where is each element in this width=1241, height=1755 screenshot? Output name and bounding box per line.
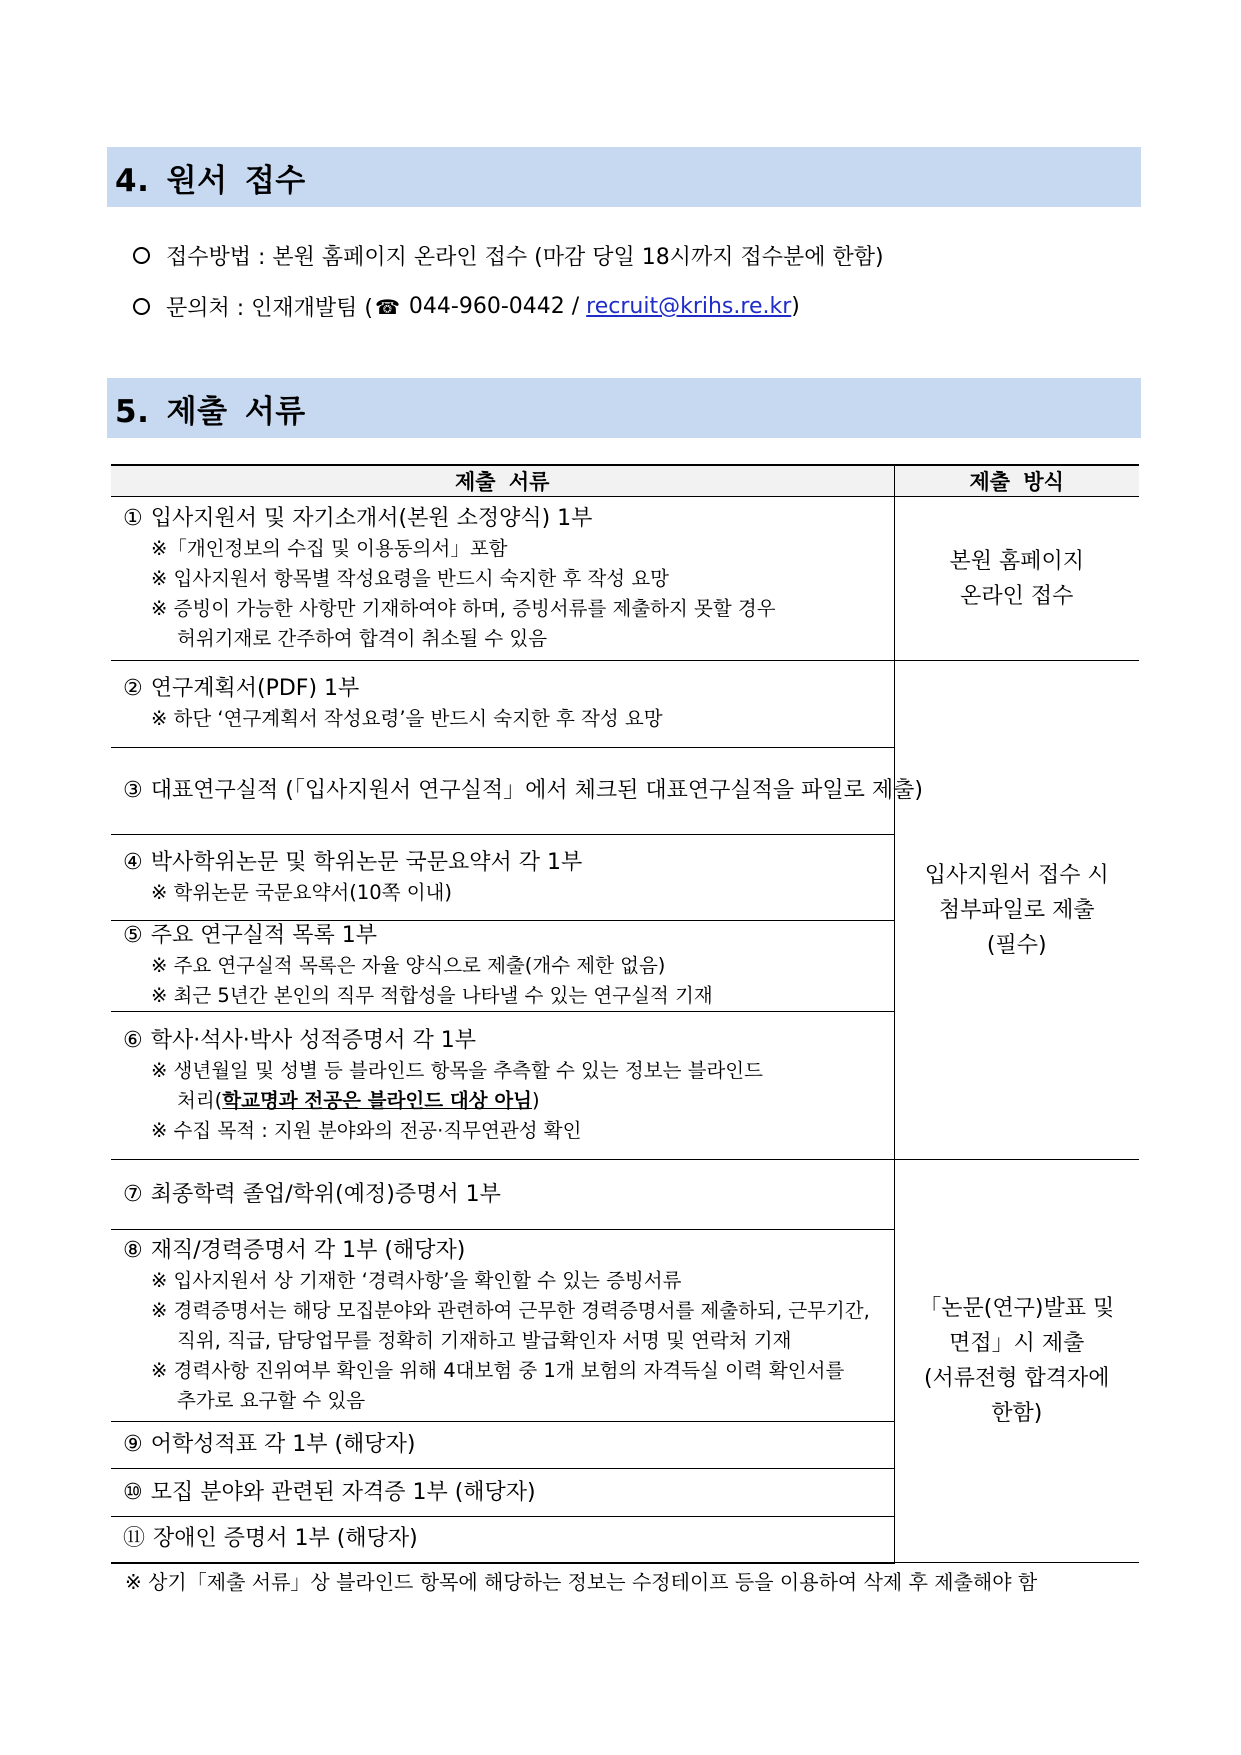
item-note: ※ 입사지원서 상 기재한 ‘경력사항’을 확인할 수 있는 증빙서류 [151,1268,682,1292]
header-method: 제출 방식 [894,465,1139,497]
method-cell [894,1160,1139,1563]
document-cell [111,1517,894,1563]
item-title: 장애인 증명서 1부 (해당자) [153,1526,418,1552]
method-cell [894,661,1139,1160]
circle-bullet-icon [133,247,150,264]
documents-table [111,464,1139,1564]
item-note: 추가로 요구할 수 있음 [177,1388,366,1412]
note-text: ) [532,1088,540,1112]
method-cell [894,497,1139,661]
item-title: 최종학력 졸업/학위(예정)증명서 1부 [150,1181,501,1207]
contact-suffix: ) [791,294,800,319]
phone-icon: ☎ [375,294,400,319]
item-note: 허위기재로 간주하여 합격이 취소될 수 있음 [177,626,548,650]
table-row [111,1160,1139,1230]
document-cell [111,1160,894,1230]
section-4-header [107,147,1141,207]
note-emphasis: 학교명과 전공은 블라인드 대상 아님 [222,1088,533,1112]
item-number: ⑨ [123,1432,143,1457]
method-line: 첨부파일로 제출 [938,897,1095,923]
method-line: 온라인 접수 [960,583,1074,609]
document-cell [111,748,923,835]
item-note: ※ 경력증명서는 해당 모집분야와 관련하여 근무한 경력증명서를 제출하되, 근무기간, [151,1298,870,1322]
circle-bullet-icon [133,298,150,315]
method-line: 한함) [991,1401,1043,1426]
item-note: ※ 증빙이 가능한 사항만 기재하여야 하며, 증빙서류를 제출하지 못할 경우 [151,596,776,620]
method-line: 입사지원서 접수 시 [924,862,1109,888]
item-title: 어학성적표 각 1부 (해당자) [150,1432,416,1457]
item-number: ② [123,676,143,701]
item-title: 박사학위논문 및 학위논문 국문요약서 각 1부 [150,849,583,875]
item-note: ※ 입사지원서 항목별 작성요령을 반드시 숙지한 후 작성 요망 [151,566,670,590]
method-line: (필수) [986,932,1047,958]
item-title: 학사·석사·박사 성적증명서 각 1부 [150,1027,476,1053]
contact-email-link[interactable]: recruit@krihs.re.kr [586,294,792,319]
document-cell [111,835,894,921]
item-title: 재직/경력증명서 각 1부 (해당자) [150,1237,466,1263]
item-note: ※「개인정보의 수집 및 이용동의서」포함 [151,536,508,560]
item-number: ④ [123,849,143,875]
method-line: 면접」시 제출 [949,1331,1085,1356]
table-header-row [111,465,1139,497]
contact-line [133,291,800,322]
item-number: ⑧ [123,1237,143,1263]
contact-phone: 044-960-0442 / [401,294,587,319]
item-number: ⑪ [123,1526,146,1552]
item-title: 대표연구실적 (「입사지원서 연구실적」에서 체크된 대표연구실적을 파일로 제출) [150,778,923,803]
method-line: 본원 홈페이지 [949,548,1084,574]
item-note: ※ 학위논문 국문요약서(10쪽 이내) [151,880,453,904]
item-note: 직위, 직급, 담당업무를 정확히 기재하고 발급확인자 서명 및 연락처 기재 [177,1328,792,1352]
item-note [123,1086,882,1116]
item-note: ※ 생년월일 및 성별 등 블라인드 항목을 추측할 수 있는 정보는 블라인드 [151,1058,763,1082]
item-number: ⑦ [123,1181,143,1207]
section-5-header [107,378,1141,438]
item-title: 입사지원서 및 자기소개서(본원 소정양식) 1부 [150,505,593,531]
document-cell [111,1230,894,1422]
application-method-text: 접수방법 : 본원 홈페이지 온라인 접수 (마감 당일 18시까지 접수분에 한함) [166,245,884,270]
item-note: ※ 경력사항 진위여부 확인을 위해 4대보험 중 1개 보험의 자격득실 이력 확인서를 [151,1358,845,1382]
application-method-line [133,240,884,271]
item-note: ※ 주요 연구실적 목록은 자율 양식으로 제출(개수 제한 없음) [151,954,666,977]
document-cell [111,1469,894,1517]
item-number: ① [123,505,143,531]
item-number: ⑤ [123,923,143,948]
item-title: 모집 분야와 관련된 자격증 1부 (해당자) [150,1479,536,1505]
blind-notice: ※ 상기「제출 서류」상 블라인드 항목에 해당하는 정보는 수정테이프 등을 이용하여 삭제 후 제출해야 함 [125,1570,1038,1594]
table-row [111,661,1139,748]
document-cell [111,1012,894,1160]
method-line: 「논문(연구)발표 및 [919,1296,1115,1321]
item-note: ※ 수집 목적 : 지원 분야와의 전공·직무연관성 확인 [151,1118,582,1142]
document-cell [111,921,894,1012]
item-number: ③ [123,778,143,803]
item-title: 주요 연구실적 목록 1부 [150,923,377,948]
document-cell [111,497,894,661]
note-text: 처리( [177,1088,223,1112]
item-number: ⑥ [123,1027,143,1053]
item-note: ※ 하단 ‘연구계획서 작성요령’을 반드시 숙지한 후 작성 요망 [151,707,663,730]
item-title: 연구계획서(PDF) 1부 [150,676,360,701]
table-row [111,497,1139,661]
document-cell [111,1422,894,1469]
document-cell [111,661,894,748]
item-number: ⑩ [123,1479,143,1505]
contact-prefix: 문의처 : 인재개발팀 ( [166,296,373,321]
method-line: (서류전형 합격자에 [923,1366,1110,1391]
section-5-title: 5. 제출 서류 [115,393,306,430]
header-documents: 제출 서류 [111,465,894,497]
section-4-title: 4. 원서 접수 [115,162,306,199]
item-note: ※ 최근 5년간 본인의 직무 적합성을 나타낼 수 있는 연구실적 기재 [151,984,713,1007]
